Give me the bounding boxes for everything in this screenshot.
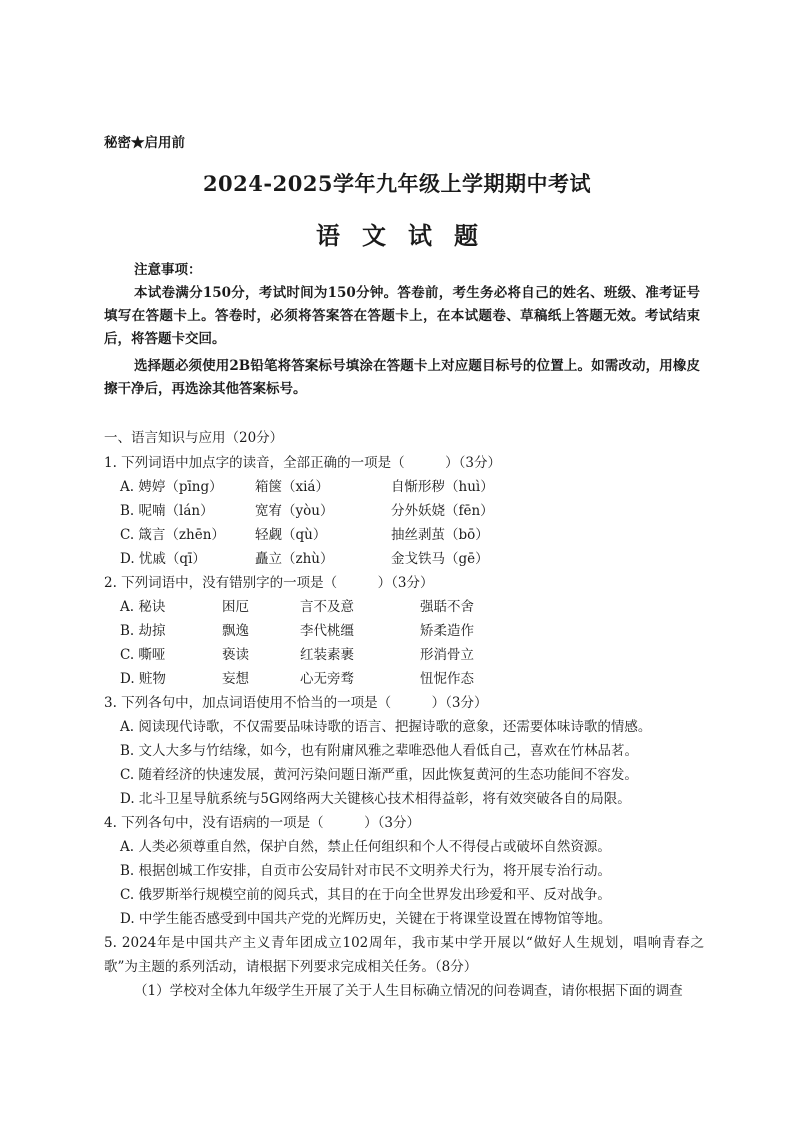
option-row-a: [104, 475, 704, 499]
option-row-c: [104, 523, 704, 547]
question-5: [104, 931, 704, 1003]
option-cell: C. 嘶哑: [120, 647, 166, 663]
option-cell: 宽宥（yòu）: [255, 503, 334, 519]
question-stem: 2. 下列词语中，没有错别字的一项是（ ）（3分）: [104, 575, 434, 591]
option-d: D. 北斗卫星导航系统与5G网络两大关键核心技术相得益彰，将有效突破各自的局限。: [120, 791, 631, 807]
option-cell: 妄想: [222, 671, 249, 687]
question-list: [104, 451, 704, 1003]
option-cell: 亵读: [222, 647, 249, 663]
option-row-a: [104, 595, 704, 619]
option-cell: 李代桃缰: [300, 623, 354, 639]
option-cell: 心无旁骛: [300, 671, 354, 687]
question-2: [104, 571, 704, 691]
question-stem: 1. 下列词语中加点字的读音，全部正确的一项是（ ）（3分）: [104, 455, 502, 471]
question-stem: 5. 2024年是中国共产主义青年团成立102周年，我市某中学开展以“做好人生规划，唱响青春之歌”为主题的系列活动，请根据下列要求完成相关任务。（8分）: [104, 935, 704, 975]
sub-question-1: （1）学校对全体九年级学生开展了关于人生目标确立情况的问卷调查，请你根据下面的调查: [134, 983, 683, 999]
option-cell: 轻觑（qù）: [255, 527, 327, 543]
option-cell: A. 秘诀: [120, 599, 166, 615]
notice-paragraph-2: 选择题必须使用2B铅笔将答案标号填涂在答题卡上对应题目标号的位置上。如需改动，用橡皮擦干净后，再选涂其他答案标号。: [104, 358, 700, 397]
option-row-d: [104, 547, 704, 571]
exam-title: 2024-2025学年九年级上学期期中考试: [202, 171, 592, 196]
question-stem: 3. 下列各句中，加点词语使用不恰当的一项是（ ）（3分）: [104, 695, 488, 711]
exam-subtitle: 语文试题: [316, 221, 500, 250]
option-row-b: [104, 619, 704, 643]
option-cell: 抽丝剥茧（bō）: [391, 527, 489, 543]
option-d: D. 中学生能否感受到中国共产党的光辉历史，关键在于将课堂设置在博物馆等地。: [120, 911, 612, 927]
notice-block: [104, 259, 700, 401]
option-cell: B. 劫掠: [120, 623, 166, 639]
option-cell: 矫柔造作: [420, 623, 474, 639]
option-cell: 矗立（zhù）: [255, 551, 334, 567]
option-cell: 形消骨立: [420, 647, 474, 663]
question-stem: 4. 下列各句中，没有语病的一项是（ ）（3分）: [104, 815, 421, 831]
option-cell: B. 呢喃（lán）: [120, 503, 214, 519]
option-cell: 箱箧（xiá）: [255, 479, 329, 495]
option-c: C. 俄罗斯举行规模空前的阅兵式，其目的在于向全世界发出珍爱和平、反对战争。: [120, 887, 611, 903]
option-cell: C. 箴言（zhēn）: [120, 527, 225, 543]
section-heading: 一、语言知识与应用（20分）: [104, 430, 284, 446]
option-cell: D. 赃物: [120, 671, 166, 687]
question-4: [104, 811, 704, 931]
option-cell: 自惭形秽（huì）: [391, 479, 494, 495]
option-cell: 困厄: [222, 599, 249, 615]
option-cell: 强聒不舍: [420, 599, 474, 615]
question-3: [104, 691, 704, 811]
option-b: B. 文人大多与竹结缘，如今，也有附庸风雅之辈唯恐他人看低自己，喜欢在竹林品茗。: [120, 743, 639, 759]
option-cell: 金戈铁马（gē）: [391, 551, 489, 567]
option-row-c: [104, 643, 704, 667]
question-1: [104, 451, 704, 571]
option-c: C. 随着经济的快速发展，黄河污染问题日渐严重，因此恢复黄河的生态功能间不容发。: [120, 767, 638, 783]
option-row-d: [104, 667, 704, 691]
option-cell: 分外妖娆（fēn）: [391, 503, 494, 519]
option-cell: D. 忧戚（qī）: [120, 551, 206, 567]
notice-heading: 注意事项：: [134, 262, 202, 278]
option-b: B. 根据创城工作安排，自贡市公安局针对市民不文明养犬行为，将开展专治行动。: [120, 863, 612, 879]
option-a: A. 人类必须尊重自然，保护自然，禁止任何组织和个人不得侵占或破坏自然资源。: [120, 839, 611, 855]
option-cell: 红装素裹: [300, 647, 354, 663]
option-cell: 言不及意: [300, 599, 354, 615]
option-row-b: [104, 499, 704, 523]
option-cell: 飘逸: [222, 623, 249, 639]
option-cell: A. 娉婷（pīng）: [120, 479, 223, 495]
notice-paragraph-1: 本试卷满分150分，考试时间为150分钟。答卷前，考生务必将自己的姓名、班级、准考证号填写在答题卡上。答卷时，必须将答案答在答题卡上，在本试题卷、草稿纸上答题无效。考试结束后，将答题卡交回。: [104, 285, 700, 347]
confidential-mark: 秘密★启用前: [104, 135, 185, 151]
option-a: A. 阅读现代诗歌，不仅需要品味诗歌的语言、把握诗歌的意象，还需要体味诗歌的情感。: [120, 719, 652, 735]
option-cell: 忸怩作态: [420, 671, 474, 687]
